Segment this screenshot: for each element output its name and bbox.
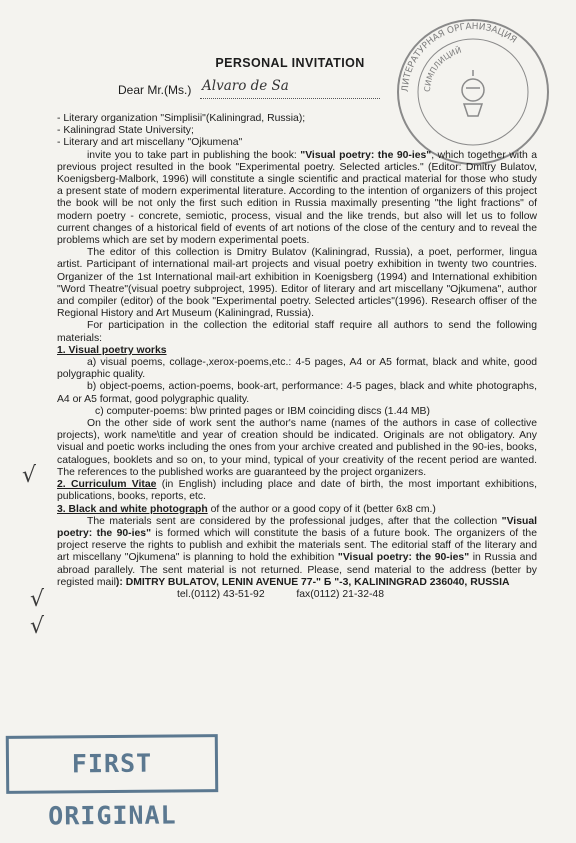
final-paragraph: The materials sent are considered by the professional judges, after that the collection "Visual poetry: the 90-ies" is formed which will constitute the basis of a future book. The organizers of the project reserve the rights to publish and exhibit the materials sent. The editorial staff of the literary and art miscellany "Ojkumena" is planning to hold the exhibition "Visual poetry: the 90-ies" in Russia and abroad parallely. The sent material is not returned. Please, send material to the address (better by registed mail): DMITRY BULATOV, LENIN AVENUE 77-" Б "-3, KALININGRAD 236040, RUSSIA	[57, 515, 537, 588]
salutation-label: Dear Mr.(Ms.)	[118, 83, 192, 97]
stamp-knight-emblem-icon	[462, 70, 484, 116]
organizer-line: - Literary organization "Simplisii"(Kaliningrad, Russia);	[57, 113, 306, 124]
recipient-name-handwritten: Alvaro de Sa	[202, 78, 289, 94]
participation-paragraph: For participation in the collection the editorial staff require all authors to send the following materials:	[57, 320, 537, 344]
first-original-stamp: FIRST ORIGINAL	[6, 734, 218, 794]
organizer-line: - Kaliningrad State University;	[57, 125, 194, 137]
page-title: PERSONAL INVITATION	[215, 56, 365, 70]
section-1-item-c: c) computer-poems: b\w printed pages or IBM coinciding discs (1.44 MB)	[95, 405, 430, 417]
mailing-address: ): DMITRY BULATOV, LENIN AVENUE 77-" Б "-3, KALININGRAD 236040, RUSSIA	[115, 576, 510, 588]
letter-body	[57, 113, 537, 601]
contact-line	[57, 589, 537, 601]
stamp-inner-text: СИМПЛИЦИЙ	[422, 45, 463, 93]
fax-number: fax(0112) 21-32-48	[296, 588, 384, 600]
editor-paragraph: The editor of this collection is Dmitry Bulatov (Kaliningrad, Russia), a poet, performer, lingua artist. Participant of international mail-art projects and visual poetry exhibition in twenty two countries. Organizer of the 1st International mail-art exhibition in Koenigsberg (1994) and International exhibition "Word Theatre"(visual poetry subproject, 1995). Editor of literary and art miscellany "Ojkumena", author and compiler (editor) of the book "Experimental poetry. Selected articles"(1996). Research offiser of the Regional History and Art Museum (Kaliningrad, Russia).	[57, 247, 537, 320]
section-1-item-b: b) object-poems, action-poems, book-art, performance: 4-5 pages, black and white photographs, A4 or A5 format, good polygraphic quality.	[57, 381, 537, 405]
stamp-outer-text: ЛИТЕРАТУРНАЯ ОРГАНИЗАЦИЯ	[400, 21, 519, 93]
section-2: 2. Curriculum Vitae (in English) including place and date of birth, the most important exhibitions, publications, books, reports, etc.	[57, 479, 537, 503]
book-title: "Visual poetry: the 90-ies"	[300, 149, 432, 161]
work-details-paragraph: On the other side of work sent the author's name (names of the authors in case of collective projects), work name\title and year of creation should be indicated. Originals are not obligatory. Any visual and poetic works including the ones from your archive created and published in the 90-ies, books, catalogues, booklets and so on, to your mind, typical of your creativity of the recent period are wanted. The references to the published works are guaranteed by the project organizers.	[57, 418, 537, 478]
organizer-line: - Literary and art miscellany "Ojkumena"	[57, 137, 243, 149]
section-1-item-a: a) visual poems, collage-,xerox-poems,etc.: 4-5 pages, A4 or A5 format, black and white, good polygraphic quality.	[57, 357, 537, 381]
section-3: 3. Black and white photograph of the author or a good copy of it (better 6x8 cm.)	[57, 503, 436, 515]
check-mark-icon: √	[30, 587, 45, 612]
section-1-heading: 1. Visual poetry works	[57, 344, 167, 356]
intro-paragraph: invite you to take part in publishing the book: "Visual poetry: the 90-ies", which together with a previous project resulted in the book "Experimental poetry. Selected articles." (Editor: Dmitry Bulatov, Koenigsberg-Malbork, 1996) will constitute a single scientific and practical material for those who study a present state of modern experimental literature. According to the intention of organizers of this project the book will be not only the first such edition in Russia maximally presenting "the light fractions" of modern poetry - concrete, semiotic, process, visual and the like trends, but also will let us to follow current changes of a historical field of events of art notions of the close of the century and to reveal the problems which are set by modern experimental poets.	[57, 149, 537, 247]
check-mark-icon: √	[22, 463, 37, 488]
recipient-name-line	[200, 98, 380, 99]
check-mark-icon: √	[30, 614, 45, 639]
phone-number: tel.(0112) 43-51-92	[177, 588, 265, 600]
